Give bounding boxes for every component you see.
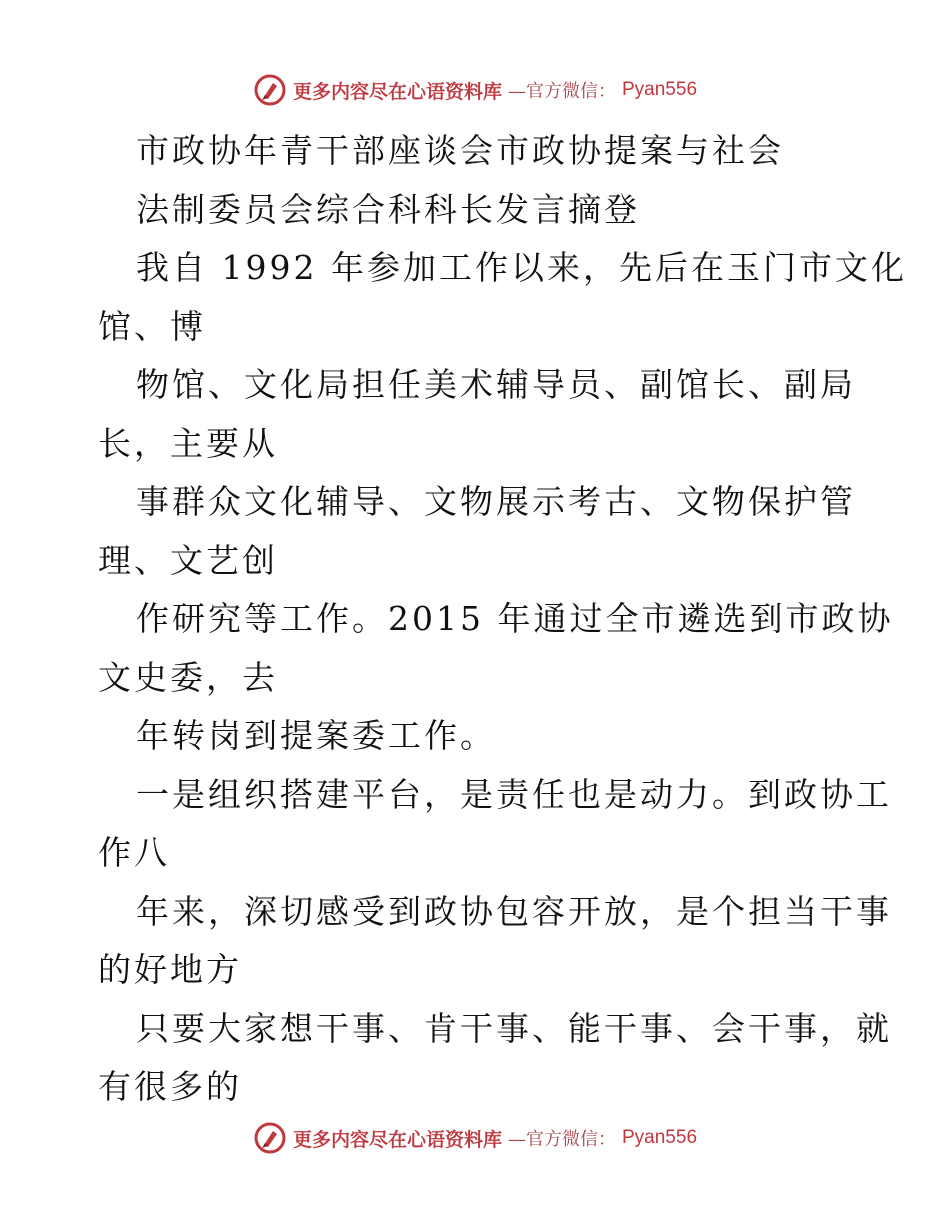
text-line: 年来，深切感受到政协包容开放，是个担当干事 — [136, 891, 892, 931]
watermark-wechat-label: —官方微信： — [508, 1129, 616, 1150]
watermark-wechat-id: Pyan556 — [622, 79, 698, 100]
fountain-pen-logo-icon — [253, 73, 287, 107]
text-line: 文史委，去 — [98, 657, 278, 697]
fountain-pen-logo-icon — [253, 1121, 287, 1155]
footer-watermark — [0, 1118, 950, 1158]
watermark-wechat-label: —官方微信： — [508, 81, 616, 102]
text-line: 长，主要从 — [98, 423, 278, 463]
text-line: 理、文艺创 — [98, 540, 278, 580]
text-line: 只要大家想干事、肯干事、能干事、会干事，就 — [136, 1008, 892, 1048]
text-line: 法制委员会综合科科长发言摘登 — [136, 189, 640, 229]
text-line: 有很多的 — [98, 1067, 242, 1106]
text-line: 作研究等工作。2015 年通过全市遴选到市政协 — [136, 599, 894, 638]
text-line: 事群众文化辅导、文物展示考古、文物保护管 — [136, 482, 856, 521]
text-line: 年转岗到提案委工作。 — [136, 716, 496, 755]
text-line: 的好地方 — [98, 950, 242, 989]
text-line: 市政协年青干部座谈会市政协提案与社会 — [136, 131, 784, 170]
text-line: 我自 1992 年参加工作以来，先后在玉门市文化 — [136, 248, 907, 287]
watermark-wechat-id: Pyan556 — [622, 1127, 698, 1148]
watermark-library-text: 更多内容尽在心语资料库 — [292, 1128, 502, 1151]
watermark-library-text: 更多内容尽在心语资料库 — [292, 80, 502, 103]
document-body — [98, 122, 907, 1117]
text-line: 一是组织搭建平台，是责任也是动力。到政协工 — [136, 774, 892, 814]
text-line: 作八 — [98, 833, 170, 872]
text-line: 物馆、文化局担任美术辅导员、副馆长、副局 — [136, 365, 856, 404]
header-watermark — [0, 70, 950, 110]
text-line: 馆、博 — [98, 306, 206, 346]
